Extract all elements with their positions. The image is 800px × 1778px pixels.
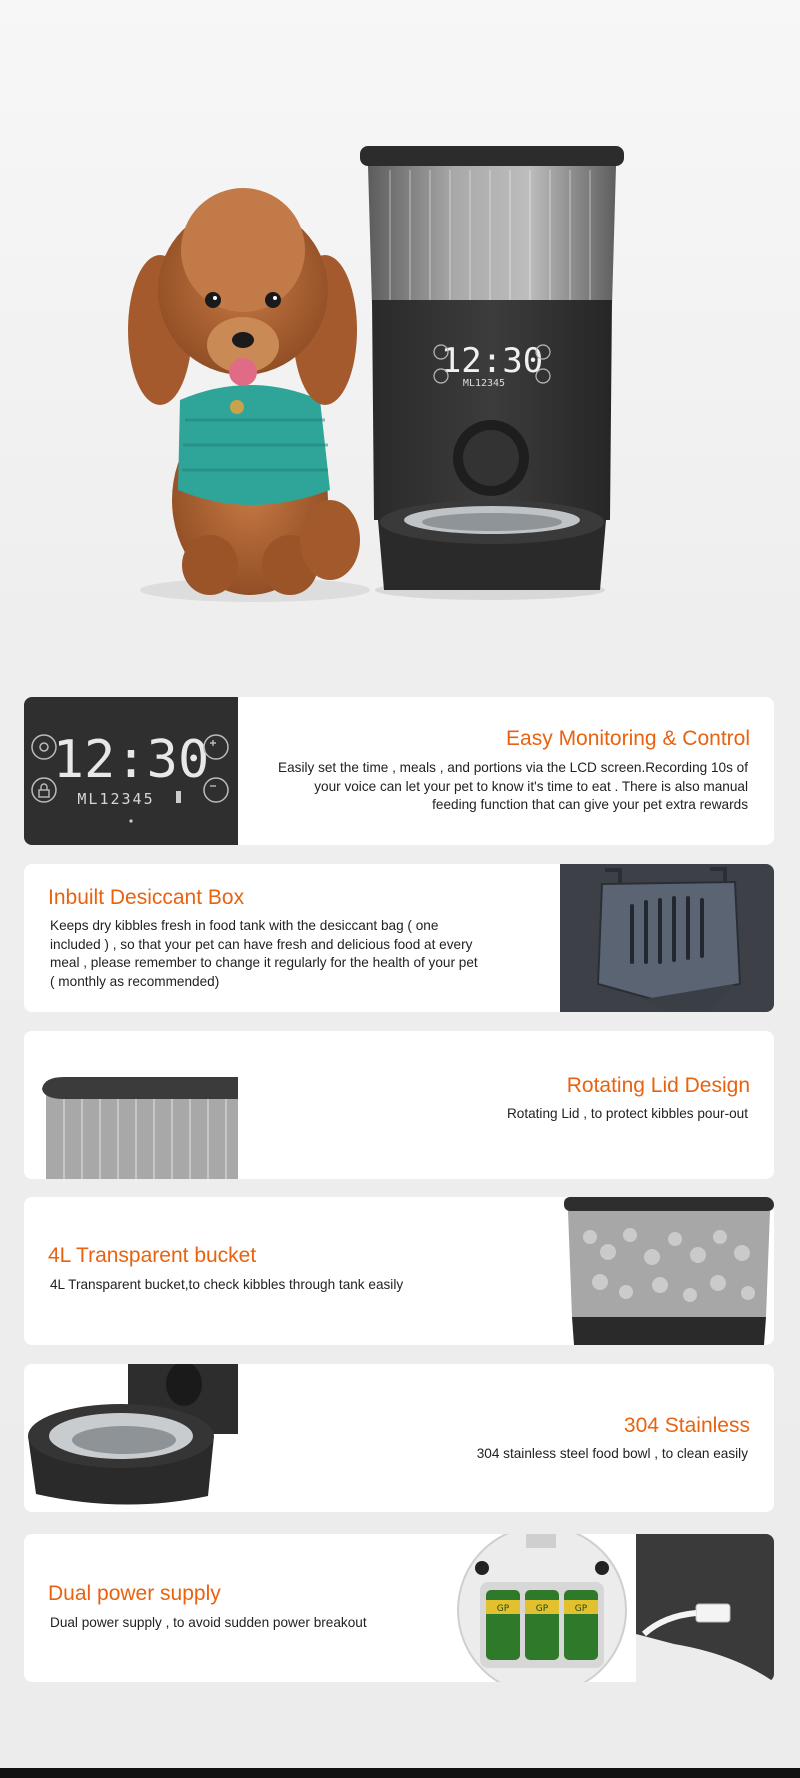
pet-feeder-icon bbox=[360, 146, 624, 600]
feature-description: Dual power supply , to avoid sudden power breakout bbox=[50, 1615, 367, 1630]
feature-description: 4L Transparent bucket,to check kibbles through tank easily bbox=[50, 1277, 404, 1292]
usb-cable-icon bbox=[696, 1604, 730, 1622]
stainless-bowl-image bbox=[24, 1364, 238, 1512]
svg-text:GP: GP bbox=[535, 1604, 549, 1614]
feature-title: 304 Stainless bbox=[623, 1414, 750, 1437]
rotating-lid-image bbox=[24, 1031, 238, 1179]
lcd-time: 12:30 bbox=[52, 730, 210, 790]
lcd-screen-image bbox=[24, 697, 238, 845]
feature-title: Easy Monitoring & Control bbox=[506, 727, 750, 750]
feature-description: 304 stainless steel food bowl , to clean easily bbox=[476, 1446, 748, 1461]
feature-description: Keeps dry kibbles fresh in food tank with the desiccant bag ( one included ) , so that your pet can have fresh and delicious food at every meal , please remember to change it regularly for the health of your pet ( monthly as recommended) bbox=[50, 918, 478, 989]
desiccant-box-image bbox=[560, 864, 774, 1012]
transparent-bucket-image bbox=[560, 1197, 774, 1345]
feature-title: Inbuilt Desiccant Box bbox=[48, 886, 245, 909]
feature-description: Rotating Lid , to protect kibbles pour-out bbox=[506, 1106, 748, 1121]
feature-card-rotating-lid bbox=[24, 1031, 774, 1179]
feature-card-desiccant bbox=[24, 864, 774, 1012]
feature-card-monitoring bbox=[24, 697, 774, 845]
feature-card-power-supply bbox=[24, 1534, 774, 1682]
feeder-display-code: ML12345 bbox=[462, 378, 506, 389]
lcd-code: ML12345 bbox=[77, 790, 155, 808]
svg-text:GP: GP bbox=[496, 1604, 510, 1614]
dog-icon bbox=[128, 188, 370, 602]
feature-title: Dual power supply bbox=[48, 1582, 221, 1605]
battery-compartment-image bbox=[434, 1534, 774, 1682]
feature-title: 4L Transparent bucket bbox=[48, 1244, 257, 1267]
battery-icon bbox=[486, 1590, 598, 1660]
feature-card-transparent-bucket bbox=[24, 1197, 774, 1345]
footer-bar bbox=[0, 1768, 800, 1778]
feeder-display-time: 12:30 bbox=[440, 341, 544, 381]
feature-title: Rotating Lid Design bbox=[566, 1074, 750, 1097]
feature-card-stainless bbox=[24, 1364, 774, 1512]
feature-description: Easily set the time , meals , and portions via the LCD screen.Recording 10s of your voice can let your pet to know it's time to eat . There is also manual feeding function that can give your pet extra rewards bbox=[278, 760, 748, 812]
hero-image bbox=[0, 0, 800, 660]
svg-text:GP: GP bbox=[574, 1604, 588, 1614]
